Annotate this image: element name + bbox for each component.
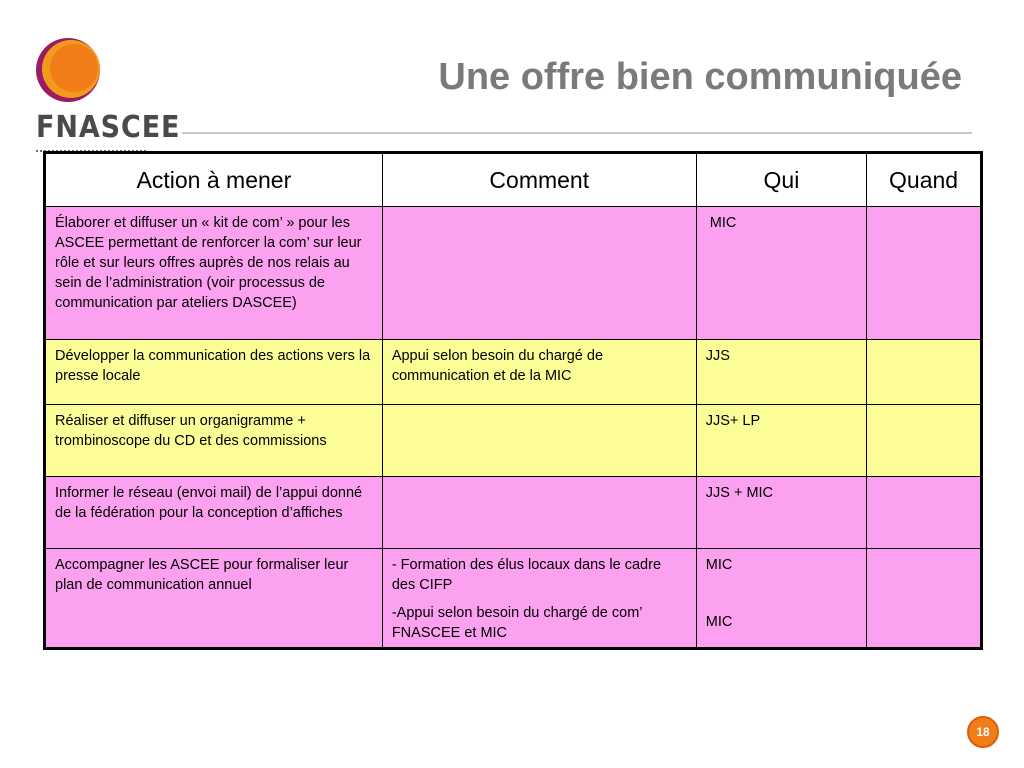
cell-action: Élaborer et diffuser un « kit de com’ » pour les ASCEE permettant de renforcer la com’ sur leur rôle et sur leurs offres auprès de nos relais au sein de l’administration (voir processus de communication par ateliers DASCEE) [45,207,383,340]
table-row [45,405,982,477]
cell-qui: JJS+ LP [696,405,866,477]
table-header-row [45,153,982,207]
cell-comment [382,477,696,549]
cell-quand [867,477,982,549]
logo-circle-core [50,44,98,92]
table-row [45,207,982,340]
comment-line: -Appui selon besoin du chargé de com’ FNASCEE et MIC [391,605,642,641]
cell-action: Accompagner les ASCEE pour formaliser leur plan de communication annuel [45,549,383,649]
cell-comment [382,549,696,649]
qui-line: MIC [705,557,733,573]
cell-qui: JJS + MIC [696,477,866,549]
cell-comment [382,207,696,340]
page-number-badge: 18 [967,716,999,748]
logo-text: FNASCEE [36,110,181,145]
cell-action: Réaliser et diffuser un organigramme + trombinoscope du CD et des commissions [45,405,383,477]
header-comment: Comment [382,153,696,207]
cell-qui: MIC [696,207,866,340]
cell-action: Informer le réseau (envoi mail) de l’appui donné de la fédération pour la conception d’affiches [45,477,383,549]
cell-comment [382,405,696,477]
cell-quand [867,549,982,649]
cell-qui: JJS [696,340,866,405]
header-quand: Quand [867,153,982,207]
header-action: Action à mener [45,153,383,207]
cell-qui [696,549,866,649]
fnascee-logo [30,36,180,166]
table-row [45,340,982,405]
table-row [45,549,982,649]
header-qui: Qui [696,153,866,207]
cell-quand [867,340,982,405]
cell-comment: Appui selon besoin du chargé de communication et de la MIC [382,340,696,405]
title-divider [182,132,972,134]
comment-line: - Formation des élus locaux dans le cadre des CIFP [391,557,662,593]
slide-title: Une offre bien communiquée [438,56,962,98]
cell-quand [867,207,982,340]
cell-action: Développer la communication des actions vers la presse locale [45,340,383,405]
cell-quand [867,405,982,477]
table-row [45,477,982,549]
qui-line: MIC [705,614,733,630]
action-table [43,151,983,650]
